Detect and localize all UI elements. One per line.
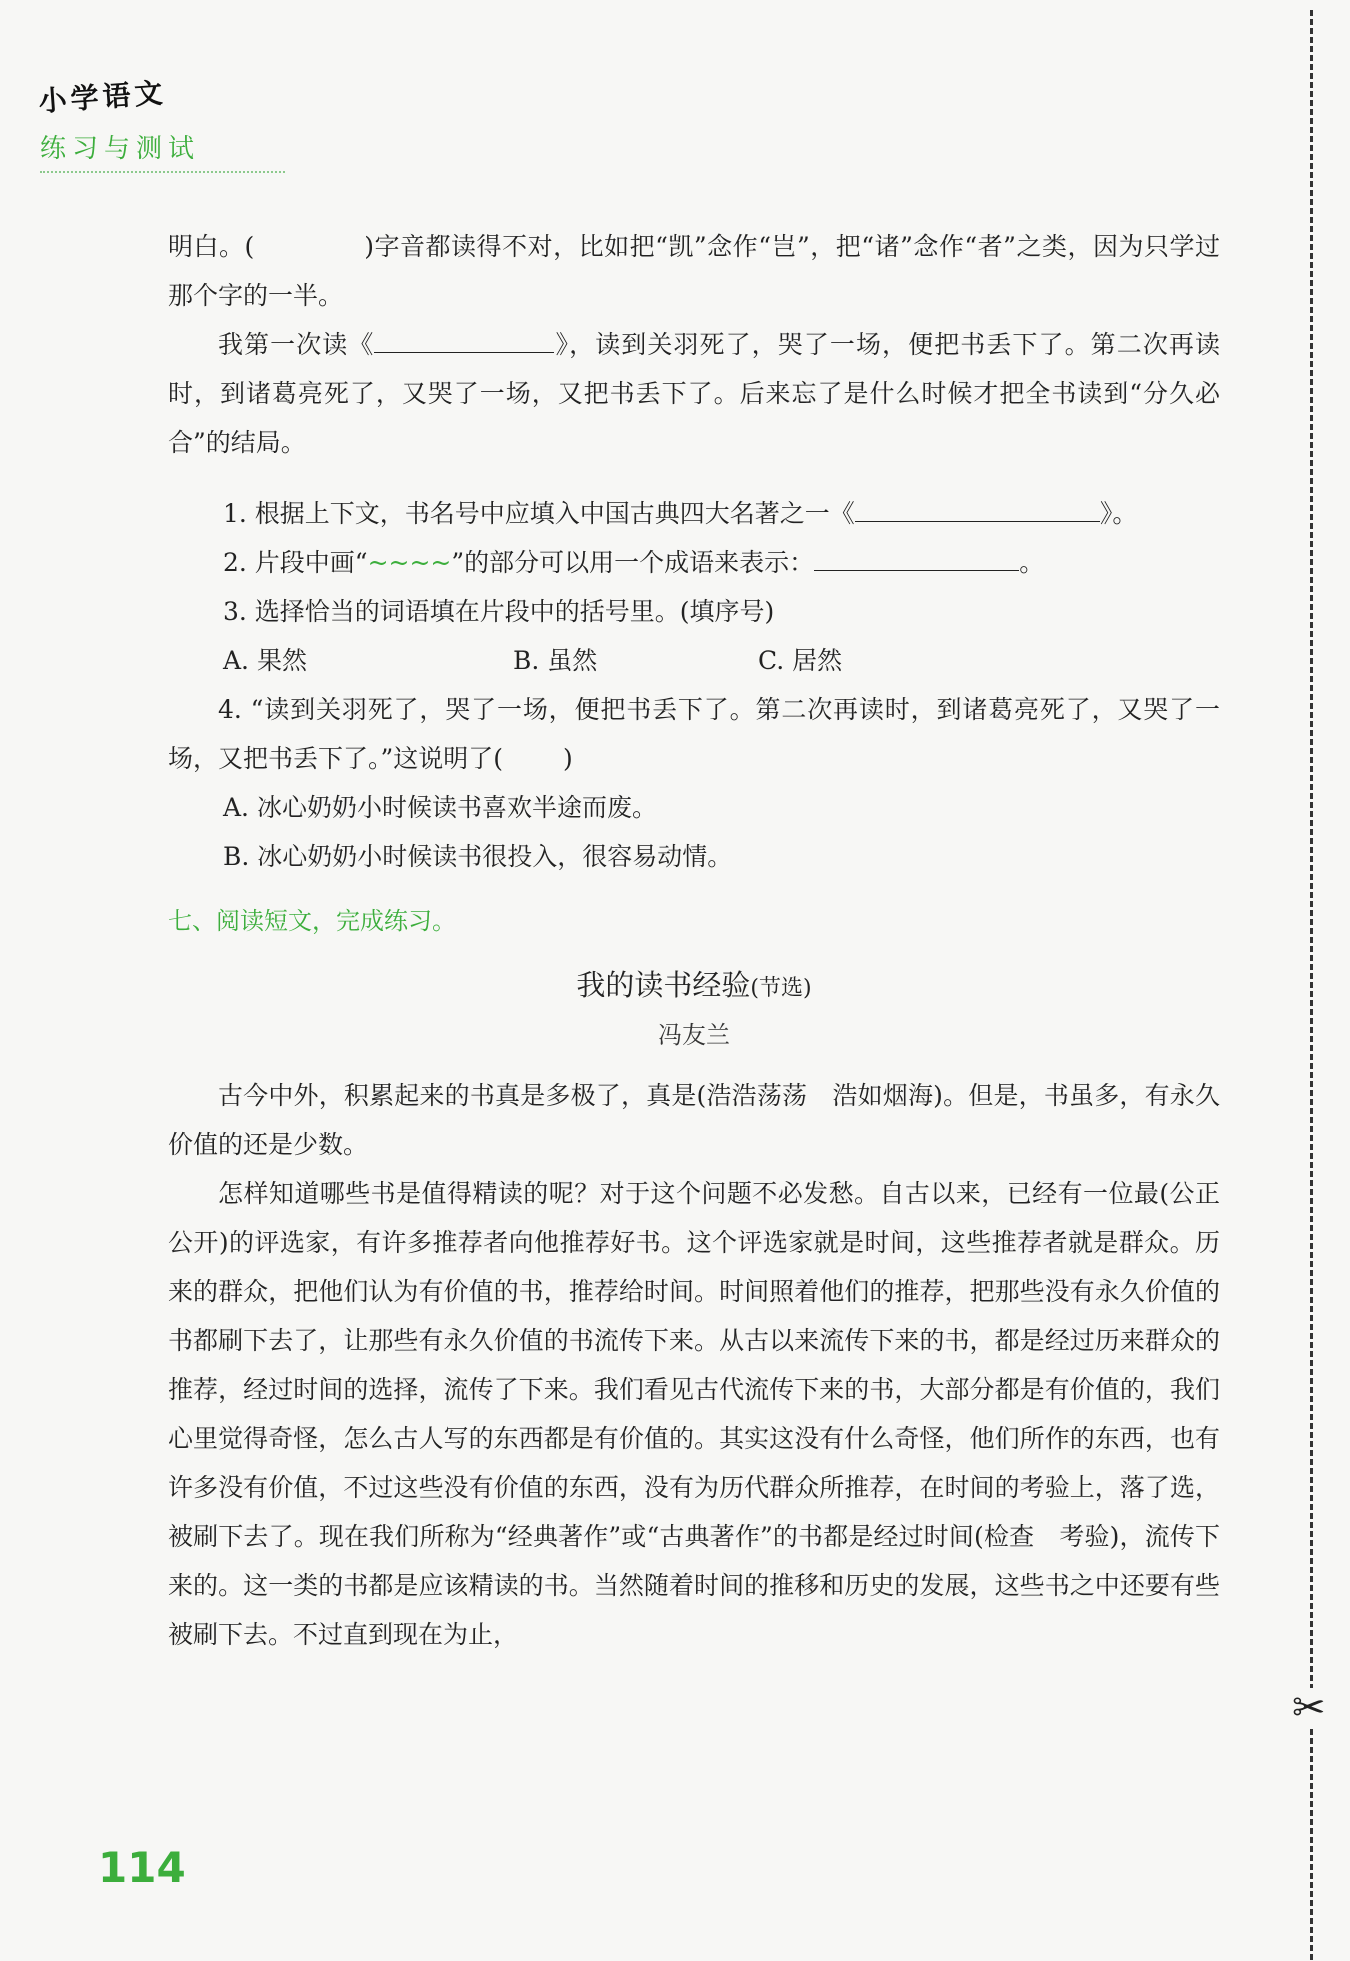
question-4-option-b[interactable]: B. 冰心奶奶小时候读书很投入，很容易动情。 [223,842,733,871]
option-a[interactable]: A. 果然 [223,646,307,675]
page-content [168,222,1246,1659]
article-author: 冯友兰 [658,1021,730,1049]
answer-blank-q1[interactable] [855,497,1100,522]
wavy-underline-mark: ~~~~ [367,548,452,577]
cut-line [1310,10,1313,1960]
brand-title: 小学语文 [37,76,168,119]
book-title-blank[interactable] [374,328,554,353]
question-1: 1. 根据上下文，书名号中应填入中国古典四大名著之一《 》。 [223,499,1138,528]
question-3: 3. 选择恰当的词语填在片段中的括号里。(填序号) [223,597,775,626]
question-2: 2. 片段中画“~~~~”的部分可以用一个成语来表示： 。 [223,548,1045,577]
book-header [37,76,285,173]
article-title: 我的读书经验(节选) [576,968,812,1002]
option-b[interactable]: B. 虽然 [513,646,598,675]
article-paragraph-1: 古今中外，积累起来的书真是多极了，真是(浩浩荡荡 浩如烟海)。但是，书虽多，有永久价值的还是少数。 [168,1081,1220,1159]
page-number: 114 [98,1843,186,1892]
brand-subtitle: 练习与测试 [40,128,285,173]
option-c[interactable]: C. 居然 [758,646,843,675]
answer-blank-q2[interactable] [814,546,1019,571]
question-4-option-a[interactable]: A. 冰心奶奶小时候读书喜欢半途而废。 [223,793,657,822]
question-3-options [168,636,1220,685]
scissors-icon: ✂ [1292,1685,1326,1731]
passage-paragraph-1: 明白。( )字音都读得不对，比如把“凯”念作“岂”，把“诸”念作“者”之类，因为只学过那个字的一半。 [168,232,1220,310]
question-4: 4. “读到关羽死了，哭了一场，便把书丢下了。第二次再读时，到诸葛亮死了，又哭了一场，又把书丢下了。”这说明了( ) [168,695,1220,773]
section-heading: 七、阅读短文，完成练习。 [168,907,456,935]
passage-paragraph-2: 我第一次读《 》，读到关羽死了，哭了一场，便把书丢下了。第二次再读时，到诸葛亮死了，又哭了一场，又把书丢下了。后来忘了是什么时候才把全书读到“分久必合”的结局。 [168,330,1220,457]
article-paragraph-2: 怎样知道哪些书是值得精读的呢？对于这个问题不必发愁。自古以来，已经有一位最(公正 公开)的评选家，有许多推荐者向他推荐好书。这个评选家就是时间，这些推荐者就是群众。历来的群众，把他们认为有价值的书，推荐给时间。时间照着他们的推荐，把那些没有永久价值的书都刷下去了，让那些有永久价值的书流传下来。从古以来流传下来的书，都是经过历来群众的推荐，经过时间的选择，流传了下来。我们看见古代流传下来的书，大部分都是有价值的，我们心里觉得奇怪，怎么古人写的东西都是有价值的。其实这没有什么奇怪，他们所作的东西，也有许多没有价值，不过这些没有价值的东西，没有为历代群众所推荐，在时间的考验上，落了选，被刷下去了。现在我们所称为“经典著作”或“古典著作”的书都是经过时间(检查 考验)，流传下来的。这一类的书都是应该精读的书。当然随着时间的推移和历史的发展，这些书之中还要有些被刷下去。不过直到现在为止， [168,1179,1246,1649]
